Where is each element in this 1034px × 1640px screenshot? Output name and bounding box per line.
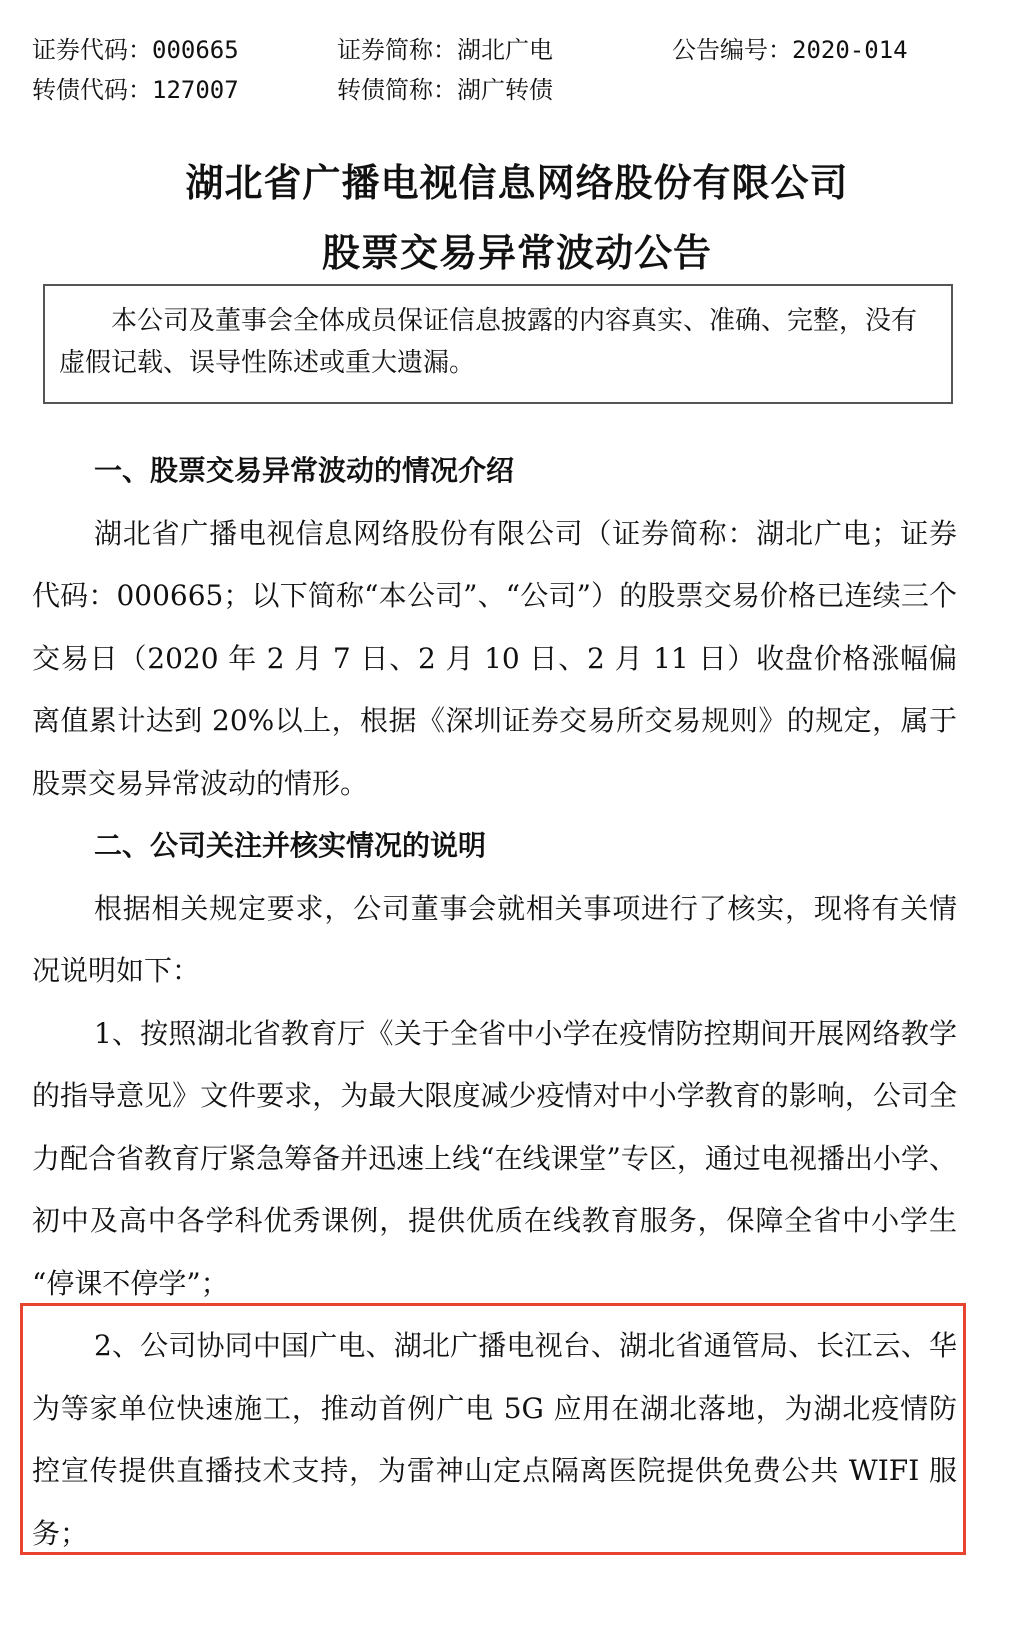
security-short-name: 证券简称：湖北广电 — [337, 36, 553, 64]
bond-code: 转债代码：127007 — [32, 76, 239, 104]
document-body — [32, 440, 957, 1565]
document-header — [32, 30, 992, 110]
section-1-heading: 一、股票交易异常波动的情况介绍 — [94, 454, 515, 487]
header-row-1 — [32, 30, 992, 70]
section-2-heading: 二、公司关注并核实情况的说明 — [94, 829, 487, 862]
security-code: 证券代码：000665 — [32, 36, 239, 64]
disclosure-notice-text: 本公司及董事会全体成员保证信息披露的内容真实、准确、完整，没有虚假记载、误导性陈述或重大遗漏。 — [59, 306, 918, 378]
header-row-2 — [32, 70, 992, 110]
notice-number: 公告编号：2020-014 — [672, 36, 908, 64]
company-title: 湖北省广播电视信息网络股份有限公司 — [185, 161, 849, 205]
disclosure-notice-box — [43, 284, 953, 404]
section-2-item-2: 2、公司协同中国广电、湖北广播电视台、湖北省通管局、长江云、华为等家单位快速施工，推动首例广电 5G 应用在湖北落地，为湖北疫情防控宣传提供直播技术支持，为雷神山定点隔离医院提供免费公共 WIFI 服务； — [32, 1329, 957, 1550]
section-2-item-1: 1、按照湖北省教育厅《关于全省中小学在疫情防控期间开展网络教学的指导意见》文件要求，为最大限度减少疫情对中小学教育的影响，公司全力配合省教育厅紧急筹备并迅速上线“在线课堂”专区，通过电视播出小学、初中及高中各学科优秀课例，提供优质在线教育服务，保障全省中小学生 “停课不停学”； — [32, 1016, 957, 1300]
section-1-paragraph: 湖北省广播电视信息网络股份有限公司（证券简称：湖北广电；证券代码：000665；以下简称“本公司”、“公司”）的股票交易价格已连续三个交易日（2020 年 2 月 7 日、2 月 10 日、2 月 11 日）收盘价格涨幅偏离值累计达到 20%以上，根据《深圳证券交易所交易规则》的规定，属于股票交易异常波动的情形。 — [32, 516, 957, 800]
announcement-title: 股票交易异常波动公告 — [321, 231, 712, 275]
bond-short-name: 转债简称：湖广转债 — [337, 76, 553, 104]
section-2-intro: 根据相关规定要求，公司董事会就相关事项进行了核实，现将有关情况说明如下： — [32, 891, 957, 987]
